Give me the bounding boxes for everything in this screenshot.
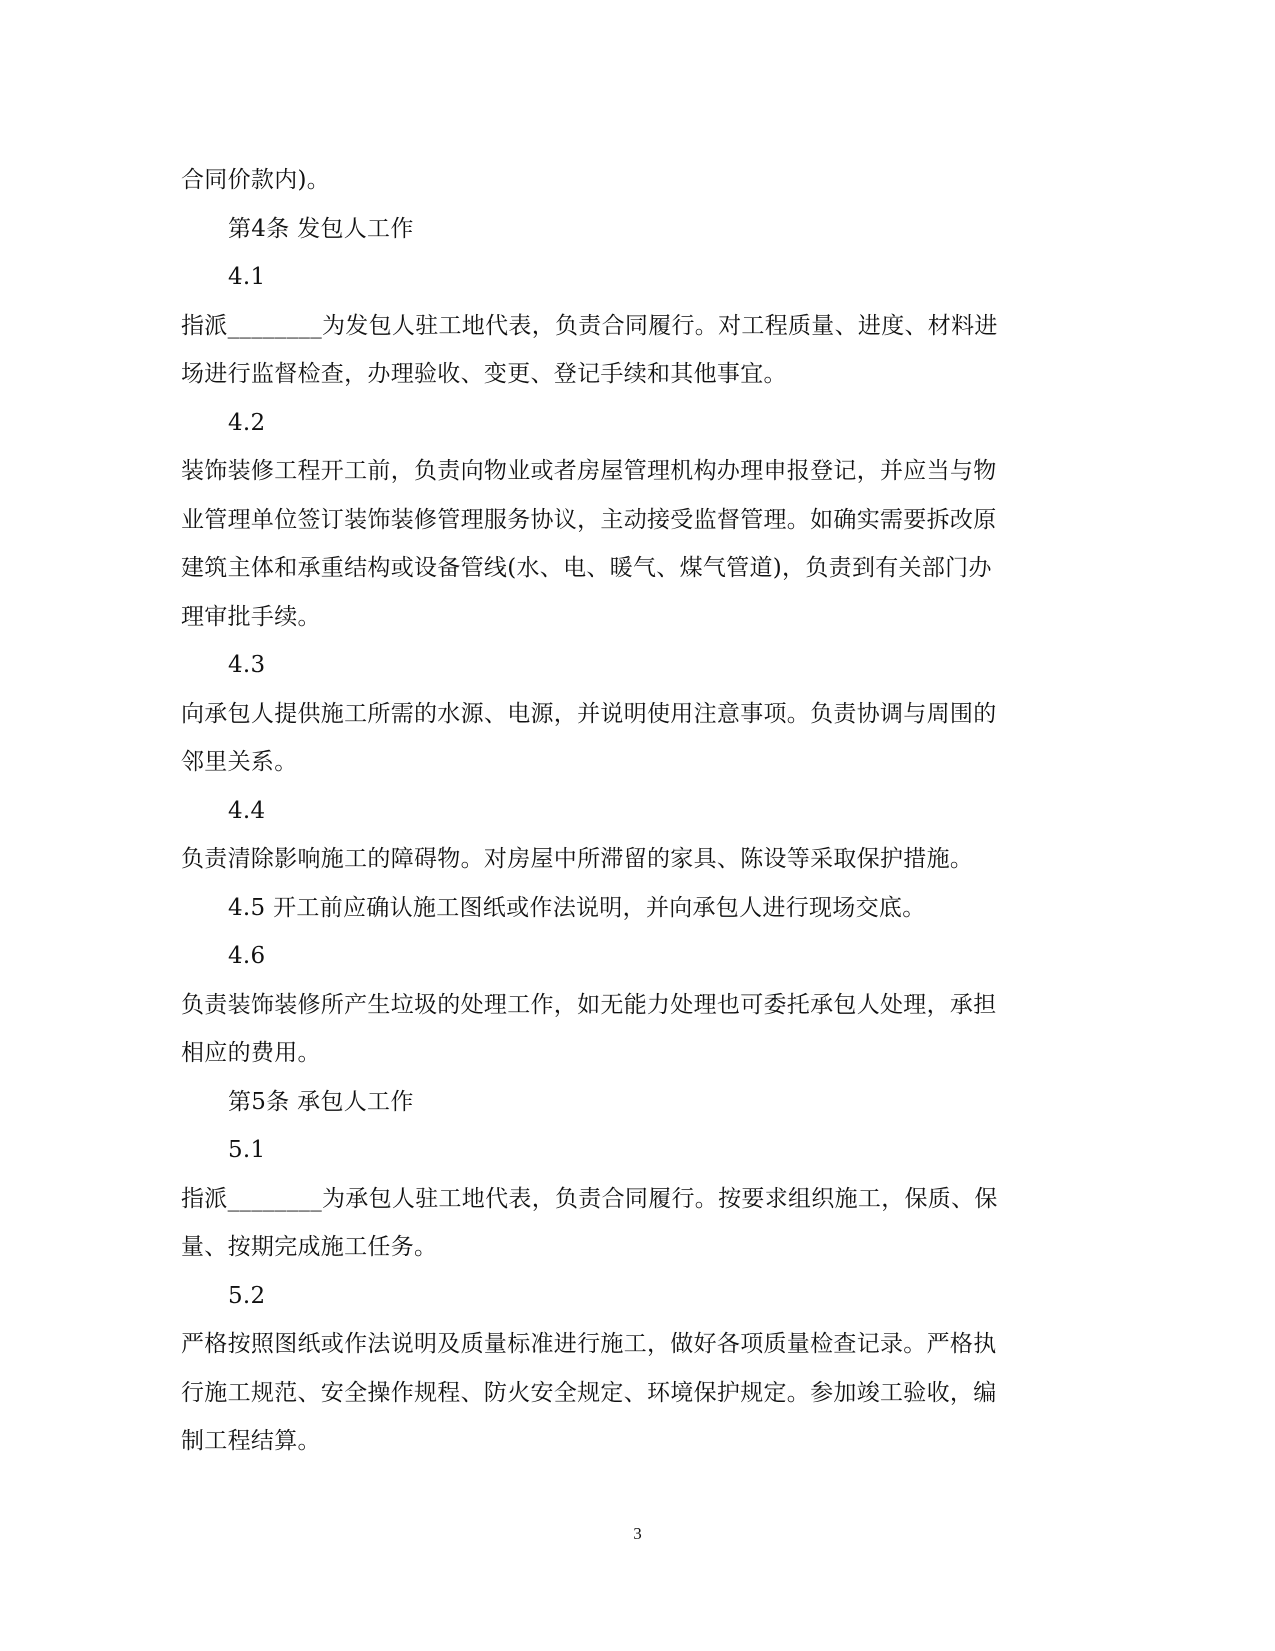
page-number: 3 [633, 1524, 642, 1543]
article-heading: 第4条 发包人工作 [228, 215, 414, 242]
text-line: 理审批手续。 [181, 603, 321, 630]
text-line: 严格按照图纸或作法说明及质量标准进行施工，做好各项质量检查记录。严格执 [181, 1331, 997, 1357]
text-line: 负责装饰装修所产生垃圾的处理工作，如无能力处理也可委托承包人处理，承担 [181, 991, 997, 1018]
document-body [181, 156, 1036, 1466]
text-line: 建筑主体和承重结构或设备管线(水、电、暖气、煤气管道)，负责到有关部门办 [181, 555, 992, 581]
clause-number: 4.1 [228, 264, 266, 290]
text-line: 装饰装修工程开工前，负责向物业或者房屋管理机构办理申报登记，并应当与物 [181, 458, 997, 484]
clause-line: 4.5 开工前应确认施工图纸或作法说明，并向承包人进行现场交底。 [228, 894, 926, 921]
clause-number: 5.2 [228, 1282, 266, 1309]
article-heading: 第5条 承包人工作 [228, 1088, 414, 1115]
text-line: 相应的费用。 [181, 1040, 321, 1066]
text-line: 指派________为承包人驻工地代表，负责合同履行。按要求组织施工，保质、保 [181, 1185, 998, 1212]
text-line: 指派________为发包人驻工地代表，负责合同履行。对工程质量、进度、材料进 [181, 312, 998, 339]
clause-number: 4.3 [228, 652, 266, 678]
text-line: 负责清除影响施工的障碍物。对房屋中所滞留的家具、陈设等采取保护措施。 [181, 846, 974, 872]
text-line: 业管理单位签订装饰装修管理服务协议，主动接受监督管理。如确实需要拆改原 [181, 506, 997, 533]
text-line: 场进行监督检查，办理验收、变更、登记手续和其他事宜。 [181, 361, 787, 387]
clause-number: 4.2 [228, 409, 266, 436]
text-line: 制工程结算。 [181, 1428, 321, 1454]
clause-number: 5.1 [228, 1137, 266, 1163]
text-line: 邻里关系。 [181, 749, 298, 775]
clause-number: 4.4 [228, 797, 266, 824]
text-line: 向承包人提供施工所需的水源、电源，并说明使用注意事项。负责协调与周围的 [181, 700, 997, 727]
clause-number: 4.6 [228, 943, 266, 969]
text-line: 行施工规范、安全操作规程、防火安全规定、环境保护规定。参加竣工验收，编 [181, 1379, 997, 1406]
text-line: 量、按期完成施工任务。 [181, 1234, 438, 1260]
text-line: 合同价款内)。 [181, 167, 331, 193]
